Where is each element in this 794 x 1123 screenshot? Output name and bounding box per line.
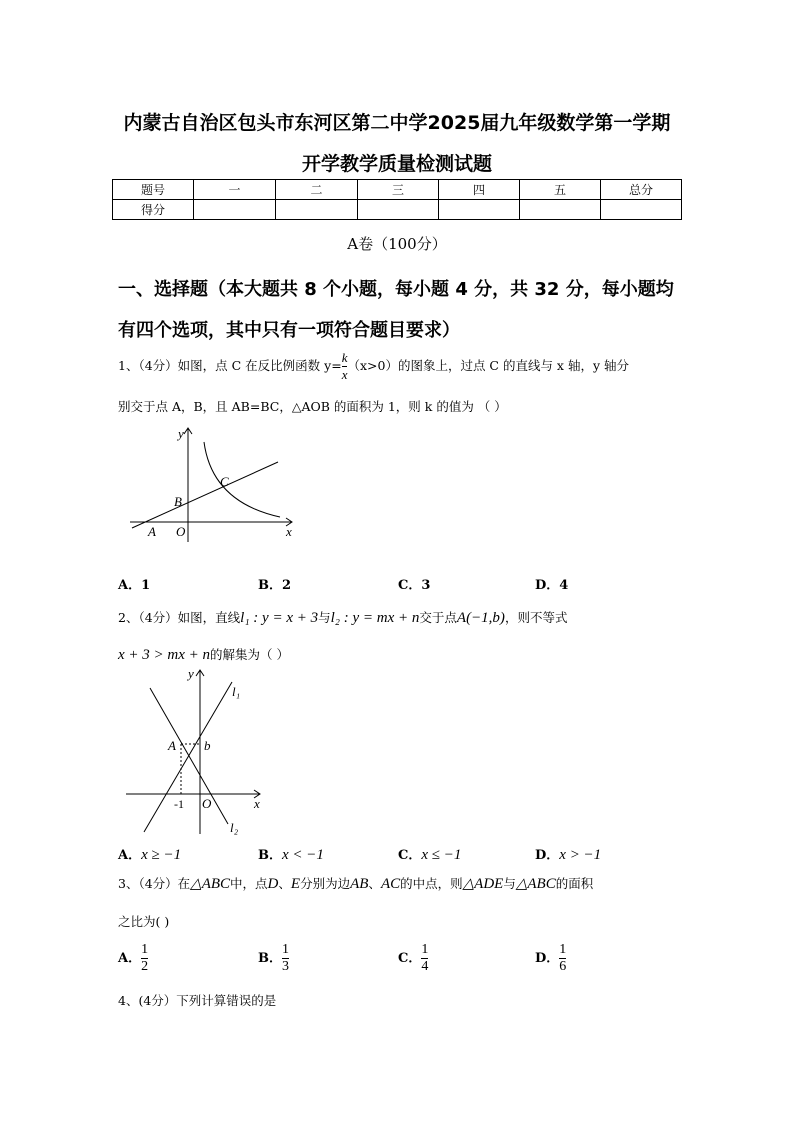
label-b: B (174, 494, 182, 509)
q3-text: 、 (278, 876, 291, 891)
table-row (113, 200, 682, 220)
score-cell (601, 200, 682, 220)
option-letter: A． (118, 951, 142, 966)
option-expr: x ≥ −1 (141, 847, 182, 863)
frac-num: 1 (282, 942, 289, 957)
score-cell (439, 200, 520, 220)
q1-option-b[interactable]: B．2 (258, 578, 292, 593)
table-row (113, 180, 682, 200)
score-cell (194, 200, 276, 220)
label-y: y (188, 666, 194, 681)
q2-text: 与 (318, 610, 331, 625)
q3-option-a[interactable] (118, 942, 148, 975)
q2-line-l2: l₂ : y = mx + n (330, 610, 420, 626)
q4-line1: 4、(4分）下列计算错误的是 (118, 993, 277, 1008)
q2-option-a[interactable] (118, 844, 181, 864)
frac-den: 2 (141, 959, 149, 974)
q1-option-d[interactable]: D．4 (535, 578, 569, 593)
q2-text: 2、（4分）如图，直线 (118, 610, 241, 625)
q2-line1 (118, 608, 567, 627)
table-header: 五 (520, 180, 601, 200)
q2-option-c[interactable] (398, 844, 461, 864)
table-header: 一 (194, 180, 276, 200)
hyperbola (204, 442, 280, 517)
q1-text: 1、（4分）如图，点 C 在反比例函数 y= (118, 358, 342, 373)
q1-graph (120, 422, 300, 544)
q3-text: 3、（4分）在 (118, 876, 191, 891)
label-y: y (178, 426, 184, 441)
frac-num: k (341, 350, 348, 365)
q1-line2: 别交于点 A，B，且 AB=BC，△AOB 的面积为 1，则 k 的值为 （ ） (118, 399, 507, 414)
label-c: C (220, 474, 229, 489)
label-l1: l₁ (232, 684, 241, 699)
line-l1 (144, 682, 232, 832)
q3-text: 与 (503, 876, 516, 891)
q3-text: 的中点，则 (400, 876, 463, 891)
option-expr: x ≤ −1 (421, 847, 462, 863)
q1-option-a[interactable]: A．1 (118, 578, 151, 593)
option-expr: x < −1 (282, 847, 324, 863)
q3-math: E (290, 876, 301, 892)
label-l2: l₂ (230, 820, 239, 835)
frac-num: 1 (559, 942, 567, 957)
q3-math: △ABC (515, 876, 556, 892)
label-o: O (202, 796, 212, 811)
frac-den: 6 (559, 959, 567, 974)
q3-math: AB (350, 876, 369, 892)
frac-num: 1 (141, 942, 149, 957)
option-letter: C． (398, 848, 422, 863)
section-heading-line1: 一、选择题（本大题共 8 个小题，每小题 4 分，共 32 分，每小题均 (118, 279, 674, 300)
label-neg1: -1 (174, 797, 184, 811)
score-cell (358, 200, 439, 220)
option-letter: C． (398, 951, 422, 966)
frac-den: 4 (421, 959, 429, 974)
q3-line1 (118, 874, 593, 893)
q1-option-c[interactable]: C．3 (398, 578, 431, 593)
title-line2: 开学教学质量检测试题 (301, 153, 492, 175)
q3-math: AC (380, 876, 401, 892)
label-a: A (148, 524, 156, 539)
q3-text: 分别为边 (300, 876, 351, 891)
option-letter: D． (535, 848, 560, 863)
q1-text: （x>0）的图象上，过点 C 的直线与 x 轴，y 轴分 (347, 358, 629, 373)
q3-text: 、 (368, 876, 381, 891)
line-abc (132, 462, 278, 528)
label-x: x (254, 796, 260, 811)
table-header: 题号 (113, 180, 194, 200)
volume-label: A卷（100分） (347, 235, 447, 253)
q2-text: 交于点 (419, 610, 457, 625)
q3-option-b[interactable] (258, 942, 289, 975)
frac-num: 1 (421, 942, 429, 957)
option-letter: B． (258, 951, 282, 966)
table-header: 四 (439, 180, 520, 200)
q3-option-d[interactable] (535, 942, 566, 975)
label-a: A (168, 738, 176, 753)
option-expr: x > −1 (559, 847, 602, 863)
option-letter: D． (535, 951, 560, 966)
q3-line2: 之比为( ) (118, 914, 170, 929)
frac-den: 3 (282, 959, 289, 974)
frac-den: x (341, 367, 348, 382)
score-cell (520, 200, 601, 220)
score-table (112, 179, 682, 220)
q3-text: 中，点 (230, 876, 268, 891)
q3-text: 的面积 (555, 876, 594, 891)
q2-graph (120, 664, 270, 840)
table-header: 二 (276, 180, 358, 200)
q2-inequality: x + 3 > mx + n (118, 647, 211, 663)
q2-line2 (118, 645, 289, 664)
q3-option-c[interactable] (398, 942, 428, 975)
q1-line1 (118, 350, 629, 383)
label-b: b (204, 738, 211, 753)
q2-option-b[interactable] (258, 844, 324, 864)
q2-line-l1: l₁ : y = x + 3 (240, 610, 319, 626)
option-letter: B． (258, 848, 282, 863)
option-letter: A． (118, 848, 142, 863)
q2-text: ，则不等式 (504, 610, 568, 625)
row-label: 得分 (113, 200, 194, 220)
q3-math: △ABC (190, 876, 231, 892)
score-cell (276, 200, 358, 220)
title-line1: 内蒙古自治区包头市东河区第二中学2025届九年级数学第一学期 (123, 112, 671, 134)
q2-point: A(−1,b) (456, 610, 505, 626)
q3-math: D (267, 876, 279, 892)
q2-option-d[interactable] (535, 844, 601, 864)
label-x: x (286, 524, 292, 539)
q2-text: 的解集为（ ） (210, 647, 289, 662)
section-heading-line2: 有四个选项，其中只有一项符合题目要求） (118, 320, 460, 341)
table-header: 总分 (601, 180, 682, 200)
table-header: 三 (358, 180, 439, 200)
label-o: O (176, 524, 186, 539)
q3-math: △ADE (462, 876, 504, 892)
